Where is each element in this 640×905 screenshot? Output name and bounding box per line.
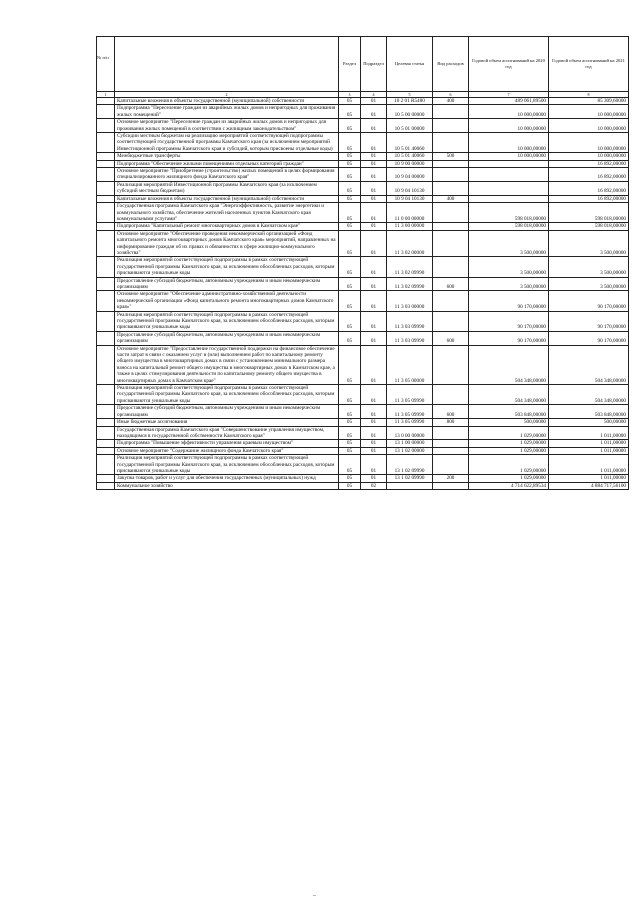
row-amount-2021-cell: 90 170,00000: [549, 311, 629, 331]
row-amount-2021-cell: 500,00000: [549, 419, 629, 426]
row-target-article-cell: 10 9 04 10130: [387, 195, 433, 202]
row-expense-type-cell: 200: [433, 475, 469, 482]
row-amount-2020-cell: 10 000,00000: [469, 119, 549, 133]
table-row: [97, 153, 629, 160]
header-name-cell: [115, 37, 339, 92]
row-np-cell: [97, 160, 115, 167]
page-footer-mark: –: [313, 893, 316, 899]
row-np-cell: [97, 475, 115, 482]
row-podrazdel-cell: 01: [361, 98, 387, 105]
table-row: [97, 447, 629, 454]
row-amount-2020-cell: 10 000,00000: [469, 105, 549, 119]
row-razdel-cell: 05: [339, 153, 361, 160]
row-name-cell: Иные бюджетные ассигнования: [115, 419, 339, 426]
row-podrazdel-cell: 01: [361, 440, 387, 447]
row-expense-type-cell: [433, 168, 469, 182]
row-razdel-cell: 05: [339, 405, 361, 419]
row-np-cell: [97, 230, 115, 257]
table-row: [97, 291, 629, 311]
row-razdel-cell: 05: [339, 195, 361, 202]
row-expense-type-cell: [433, 385, 469, 405]
row-amount-2020-cell: 1 029,00000: [469, 447, 549, 454]
row-podrazdel-cell: 01: [361, 447, 387, 454]
row-name-cell: Основное мероприятие "Обеспечение проведения некоммерческой организацией «Фонд капитального ремонта многоквартирных домов Камчатского края» мероприятий, направленных на информирование граждан об их правах и обязанностях в сфере жилищно-коммунального хозяйства": [115, 230, 339, 257]
row-target-article-cell: 11 3 05 09990: [387, 419, 433, 426]
row-amount-2021-cell: 1 011,00000: [549, 426, 629, 440]
row-amount-2021-cell: 598 018,00000: [549, 203, 629, 223]
row-name-cell: Основное мероприятие "Содержание жилищного фонда Камчатского края": [115, 447, 339, 454]
row-np-cell: [97, 203, 115, 223]
row-amount-2021-cell: 1 011,00000: [549, 475, 629, 482]
row-podrazdel-cell: 01: [361, 195, 387, 202]
row-expense-type-cell: 400: [433, 195, 469, 202]
row-name-cell: Государственная программа Камчатского края "Энергоэффективность, развитие энергетики и коммунального хозяйства, обеспечение жителей населенных пунктов Камчатского края коммунальными услугами": [115, 203, 339, 223]
header-target-article: Целевая статья: [387, 37, 433, 92]
table-row: [97, 385, 629, 405]
row-podrazdel-cell: 01: [361, 223, 387, 230]
row-amount-2021-cell: 10 000,00000: [549, 105, 629, 119]
row-amount-2020-cell: [469, 195, 549, 202]
row-np-cell: [97, 331, 115, 345]
row-np-cell: [97, 119, 115, 133]
row-target-article-cell: 11 3 03 09990: [387, 331, 433, 345]
row-amount-2021-cell: 504 348,00000: [549, 345, 629, 384]
row-amount-2021-cell: 1 011,00000: [549, 440, 629, 447]
row-np-cell: [97, 311, 115, 331]
row-podrazdel-cell: 01: [361, 105, 387, 119]
row-podrazdel-cell: 01: [361, 385, 387, 405]
row-np-cell: [97, 153, 115, 160]
row-np-cell: [97, 345, 115, 384]
column-header-np: № п/п: [97, 55, 109, 60]
table-row: [97, 331, 629, 345]
row-np-cell: [97, 133, 115, 153]
row-np-cell: [97, 98, 115, 105]
row-amount-2021-cell: 598 018,00000: [549, 223, 629, 230]
row-target-article-cell: 11 3 03 00000: [387, 291, 433, 311]
row-expense-type-cell: 800: [433, 419, 469, 426]
table-row: [97, 405, 629, 419]
row-amount-2021-cell: 3 500,00000: [549, 277, 629, 291]
table-row: [97, 440, 629, 447]
row-np-cell: [97, 385, 115, 405]
row-razdel-cell: 05: [339, 223, 361, 230]
row-target-article-cell: 13 1 00 00000: [387, 440, 433, 447]
row-target-article-cell: 13 1 02 09990: [387, 455, 433, 475]
row-razdel-cell: 05: [339, 426, 361, 440]
row-name-cell: Межбюджетные трансферты: [115, 153, 339, 160]
row-name-cell: Коммунальное хозяйство: [115, 482, 339, 489]
row-np-cell: [97, 482, 115, 489]
row-name-cell: Основное мероприятие "Переселение граждан из аварийных жилых домов и непригодных для проживания жилых помещений в соответствии с жилищным законодательством": [115, 119, 339, 133]
row-amount-2020-cell: 504 348,00000: [469, 385, 549, 405]
row-amount-2020-cell: 598 018,00000: [469, 223, 549, 230]
row-amount-2021-cell: 4 884 717,56100: [549, 482, 629, 489]
row-target-article-cell: 10 5 01 40060: [387, 153, 433, 160]
table-row: [97, 345, 629, 384]
row-expense-type-cell: 600: [433, 277, 469, 291]
col-num: 8: [549, 92, 629, 98]
row-razdel-cell: 05: [339, 160, 361, 167]
row-name-cell: Реализация мероприятий соответствующей подпрограммы в рамках соответствующей государственной программы Камчатского края, за исключением обособленных расходов, которым присваиваются уникальные коды: [115, 455, 339, 475]
row-amount-2020-cell: 3 500,00000: [469, 230, 549, 257]
row-amount-2021-cell: 16 892,00000: [549, 160, 629, 167]
row-podrazdel-cell: 01: [361, 257, 387, 277]
row-np-cell: [97, 291, 115, 311]
table-row: [97, 181, 629, 195]
row-amount-2020-cell: [469, 160, 549, 167]
row-podrazdel-cell: 01: [361, 153, 387, 160]
row-target-article-cell: 10 5 01 40060: [387, 133, 433, 153]
row-razdel-cell: 05: [339, 345, 361, 384]
row-np-cell: [97, 277, 115, 291]
row-amount-2021-cell: 16 892,00000: [549, 168, 629, 182]
row-razdel-cell: 05: [339, 447, 361, 454]
row-np-cell: [97, 447, 115, 454]
row-razdel-cell: 05: [339, 385, 361, 405]
row-expense-type-cell: [433, 160, 469, 167]
table-row: [97, 223, 629, 230]
row-expense-type-cell: [433, 257, 469, 277]
row-amount-2020-cell: 90 170,00000: [469, 291, 549, 311]
row-name-cell: Реализация мероприятий соответствующей подпрограммы в рамках соответствующей государственной программы Камчатского края, за исключением обособленных расходов, которым присваиваются уникальные коды: [115, 311, 339, 331]
row-podrazdel-cell: 01: [361, 311, 387, 331]
row-amount-2021-cell: 3 500,00000: [549, 257, 629, 277]
table-row: [97, 230, 629, 257]
row-name-cell: Реализация мероприятий Инвестиционной программы Камчатского края (за исключением субсидий местным бюджетам): [115, 181, 339, 195]
row-razdel-cell: 05: [339, 181, 361, 195]
col-num: 6: [433, 92, 469, 98]
row-amount-2021-cell: 85 309,60000: [549, 98, 629, 105]
row-podrazdel-cell: 01: [361, 133, 387, 153]
row-amount-2020-cell: 500,00000: [469, 419, 549, 426]
row-expense-type-cell: [433, 119, 469, 133]
row-expense-type-cell: [433, 345, 469, 384]
row-expense-type-cell: 500: [433, 153, 469, 160]
table-row: [97, 133, 629, 153]
row-amount-2021-cell: 16 892,00000: [549, 181, 629, 195]
row-podrazdel-cell: 01: [361, 119, 387, 133]
row-razdel-cell: 05: [339, 277, 361, 291]
row-amount-2020-cell: 489 061,89500: [469, 98, 549, 105]
col-num: 3: [339, 92, 361, 98]
row-np-cell: [97, 405, 115, 419]
row-name-cell: Основное мероприятие "Предоставление государственной поддержки на финансовое обеспечение части затрат в связи с оказанием услуг и (или) выполнением работ по капитальному ремонту общего имущества в многоквартирных домах в связи с установлением минимального размера взноса на капитальный ремонт общего имущества в многоквартирных домах в Камчатском крае, а также в целях стимулирования деятельности по капитальному ремонту общего имущества в многоквартирных домах в Камчатском крае": [115, 345, 339, 384]
row-name-cell: Подпрограмма "Обеспечение жилыми помещениями отдельных категорий граждан": [115, 160, 339, 167]
row-expense-type-cell: [433, 440, 469, 447]
row-np-cell: [97, 168, 115, 182]
row-amount-2021-cell: 10 000,00000: [549, 119, 629, 133]
row-razdel-cell: 05: [339, 419, 361, 426]
row-razdel-cell: 05: [339, 230, 361, 257]
row-podrazdel-cell: 01: [361, 419, 387, 426]
row-target-article-cell: 11 3 02 09990: [387, 277, 433, 291]
row-razdel-cell: 05: [339, 119, 361, 133]
row-np-cell: [97, 105, 115, 119]
row-target-article-cell: 11 3 05 00000: [387, 345, 433, 384]
row-amount-2020-cell: 4 714 622,89534: [469, 482, 549, 489]
row-name-cell: Предоставление субсидий бюджетным, автономным учреждениям и иным некоммерческим организациям: [115, 405, 339, 419]
row-podrazdel-cell: 01: [361, 455, 387, 475]
row-amount-2020-cell: 1 029,00000: [469, 455, 549, 475]
row-name-cell: Реализация мероприятий соответствующей подпрограммы в рамках соответствующей государственной программы Камчатского края, за исключением обособленных расходов, которым присваиваются уникальные коды: [115, 385, 339, 405]
header-expense-type: Вид расходов: [433, 37, 469, 92]
row-razdel-cell: 05: [339, 203, 361, 223]
row-target-article-cell: 11 3 02 00000: [387, 230, 433, 257]
row-amount-2021-cell: 10 000,00000: [549, 133, 629, 153]
row-target-article-cell: 10 2 01 R5480: [387, 98, 433, 105]
table-body: [97, 98, 629, 490]
header-razdel: Раздел: [339, 37, 361, 92]
row-amount-2021-cell: 90 170,00000: [549, 291, 629, 311]
table-row: [97, 168, 629, 182]
row-expense-type-cell: 400: [433, 98, 469, 105]
row-expense-type-cell: [433, 230, 469, 257]
row-amount-2020-cell: 598 018,00000: [469, 203, 549, 223]
row-name-cell: Предоставление субсидий бюджетным, автономным учреждениям и иным некоммерческим организациям: [115, 331, 339, 345]
row-amount-2021-cell: 10 000,00000: [549, 153, 629, 160]
header-year-2020: Годовой объем ассигнований на 2020 год: [469, 37, 549, 92]
row-target-article-cell: 13 1 02 09990: [387, 475, 433, 482]
row-expense-type-cell: 600: [433, 405, 469, 419]
row-name-cell: Государственная программа Камчатского края "Совершенствование управления имуществом, находящимся в государственной собственности Камчатского края": [115, 426, 339, 440]
row-amount-2020-cell: [469, 181, 549, 195]
row-np-cell: [97, 440, 115, 447]
row-podrazdel-cell: 01: [361, 426, 387, 440]
row-expense-type-cell: [433, 311, 469, 331]
table-row: [97, 160, 629, 167]
row-razdel-cell: 05: [339, 98, 361, 105]
row-amount-2021-cell: 504 348,00000: [549, 385, 629, 405]
col-num: 7: [469, 92, 549, 98]
row-np-cell: [97, 419, 115, 426]
row-target-article-cell: 11 3 02 09990: [387, 257, 433, 277]
row-np-cell: [97, 181, 115, 195]
table-row: [97, 277, 629, 291]
row-podrazdel-cell: 01: [361, 475, 387, 482]
row-target-article-cell: 11 3 00 00000: [387, 223, 433, 230]
row-expense-type-cell: [433, 203, 469, 223]
col-num: 5: [387, 92, 433, 98]
table-row: [97, 419, 629, 426]
row-name-cell: Подпрограмма "Переселение граждан из аварийных жилых домов и непригодных для проживания жилых помещений": [115, 105, 339, 119]
table-row: [97, 257, 629, 277]
table-header-row: [97, 37, 629, 92]
table-row: [97, 105, 629, 119]
row-podrazdel-cell: 01: [361, 168, 387, 182]
row-razdel-cell: 05: [339, 311, 361, 331]
row-podrazdel-cell: 01: [361, 405, 387, 419]
row-expense-type-cell: 600: [433, 331, 469, 345]
row-np-cell: [97, 257, 115, 277]
table-row: [97, 311, 629, 331]
row-target-article-cell: 10 5 01 00000: [387, 119, 433, 133]
row-expense-type-cell: [433, 105, 469, 119]
row-podrazdel-cell: 02: [361, 482, 387, 489]
row-amount-2020-cell: 3 500,00000: [469, 277, 549, 291]
row-amount-2021-cell: 503 848,00000: [549, 405, 629, 419]
row-amount-2021-cell: 90 170,00000: [549, 331, 629, 345]
row-amount-2020-cell: [469, 168, 549, 182]
row-name-cell: Предоставление субсидий бюджетным, автономным учреждениям и иным некоммерческим организациям: [115, 277, 339, 291]
row-name-cell: Подпрограмма "Капитальный ремонт многоквартирных домов в Камчатском крае": [115, 223, 339, 230]
col-num: 2: [115, 92, 339, 98]
row-name-cell: Основное мероприятие "Приобретение (строительство) жилых помещений в целях формирования специализированного жилищного фонда Камчатского края": [115, 168, 339, 182]
col-num: 4: [361, 92, 387, 98]
row-np-cell: [97, 426, 115, 440]
row-razdel-cell: 05: [339, 257, 361, 277]
row-expense-type-cell: [433, 223, 469, 230]
row-amount-2020-cell: 90 170,00000: [469, 331, 549, 345]
row-amount-2020-cell: 1 029,00000: [469, 475, 549, 482]
row-name-cell: Реализация мероприятий соответствующей подпрограммы в рамках соответствующей государственной программы Камчатского края, за исключением обособленных расходов, которым присваиваются уникальные коды: [115, 257, 339, 277]
table-row: [97, 482, 629, 489]
table-row: [97, 203, 629, 223]
row-razdel-cell: 05: [339, 168, 361, 182]
row-amount-2020-cell: 10 000,00000: [469, 133, 549, 153]
table-row: [97, 98, 629, 105]
row-target-article-cell: 10 9 00 00000: [387, 160, 433, 167]
row-name-cell: Капитальные вложения в объекты государственной (муниципальной) собственности: [115, 98, 339, 105]
table-row: [97, 426, 629, 440]
row-razdel-cell: 05: [339, 291, 361, 311]
table-row: [97, 475, 629, 482]
row-target-article-cell: 10 9 04 00000: [387, 168, 433, 182]
row-target-article-cell: [387, 482, 433, 489]
row-amount-2020-cell: 1 029,00000: [469, 440, 549, 447]
row-amount-2020-cell: 1 029,00000: [469, 426, 549, 440]
row-razdel-cell: 05: [339, 133, 361, 153]
row-np-cell: [97, 195, 115, 202]
row-podrazdel-cell: 01: [361, 160, 387, 167]
row-np-cell: [97, 455, 115, 475]
row-amount-2021-cell: 1 011,00000: [549, 447, 629, 454]
table-row: [97, 119, 629, 133]
row-target-article-cell: 11 0 00 00000: [387, 203, 433, 223]
table-row: [97, 195, 629, 202]
header-year-2021: Годовой объем ассигнований на 2021 год: [549, 37, 629, 92]
row-razdel-cell: 05: [339, 482, 361, 489]
row-expense-type-cell: [433, 291, 469, 311]
row-podrazdel-cell: 01: [361, 203, 387, 223]
row-target-article-cell: 10 9 04 10130: [387, 181, 433, 195]
table-row: [97, 455, 629, 475]
row-expense-type-cell: [433, 181, 469, 195]
row-amount-2020-cell: 504 348,00000: [469, 345, 549, 384]
row-np-cell: [97, 223, 115, 230]
row-name-cell: Закупка товаров, работ и услуг для обеспечения государственных (муниципальных) нужд: [115, 475, 339, 482]
row-podrazdel-cell: 01: [361, 331, 387, 345]
row-target-article-cell: 11 3 05 09990: [387, 385, 433, 405]
row-expense-type-cell: [433, 482, 469, 489]
row-podrazdel-cell: 01: [361, 181, 387, 195]
row-amount-2021-cell: 1 011,00000: [549, 455, 629, 475]
row-podrazdel-cell: 01: [361, 345, 387, 384]
row-target-article-cell: 13 1 02 00000: [387, 447, 433, 454]
budget-table: [96, 36, 629, 490]
col-num: 1: [97, 92, 115, 98]
row-expense-type-cell: [433, 455, 469, 475]
row-razdel-cell: 05: [339, 331, 361, 345]
row-target-article-cell: 10 5 00 00000: [387, 105, 433, 119]
row-name-cell: Субсидии местным бюджетам на реализацию мероприятий соответствующей подпрограммы соответствующей государственной программы Камчатского края (за исключением мероприятий Инвестиционной программы Камчатского края и субсидий, которым присвоены отдельные коды): [115, 133, 339, 153]
row-target-article-cell: 11 3 03 09990: [387, 311, 433, 331]
row-razdel-cell: 05: [339, 455, 361, 475]
row-expense-type-cell: [433, 426, 469, 440]
row-podrazdel-cell: 01: [361, 277, 387, 291]
header-podrazdel: Подраздел: [361, 37, 387, 92]
row-name-cell: Основное мероприятие "Обеспечение административно-хозяйственной деятельности некоммерческой организации «Фонд капитального ремонта многоквартирных домов Камчатского края»": [115, 291, 339, 311]
row-name-cell: Подпрограмма "Повышение эффективности управления краевым имуществом": [115, 440, 339, 447]
row-amount-2021-cell: 3 500,00000: [549, 230, 629, 257]
row-razdel-cell: 05: [339, 475, 361, 482]
row-expense-type-cell: [433, 447, 469, 454]
header-np-cell: [97, 37, 115, 92]
row-amount-2020-cell: 10 000,00000: [469, 153, 549, 160]
row-amount-2021-cell: 16 892,00000: [549, 195, 629, 202]
row-target-article-cell: 11 3 05 09990: [387, 405, 433, 419]
row-podrazdel-cell: 01: [361, 291, 387, 311]
row-target-article-cell: 13 0 00 00000: [387, 426, 433, 440]
row-razdel-cell: 05: [339, 440, 361, 447]
row-amount-2020-cell: 90 170,00000: [469, 311, 549, 331]
row-podrazdel-cell: 01: [361, 230, 387, 257]
row-amount-2020-cell: 503 848,00000: [469, 405, 549, 419]
row-expense-type-cell: [433, 133, 469, 153]
row-amount-2020-cell: 3 500,00000: [469, 257, 549, 277]
row-razdel-cell: 05: [339, 105, 361, 119]
row-name-cell: Капитальные вложения в объекты государственной (муниципальной) собственности: [115, 195, 339, 202]
